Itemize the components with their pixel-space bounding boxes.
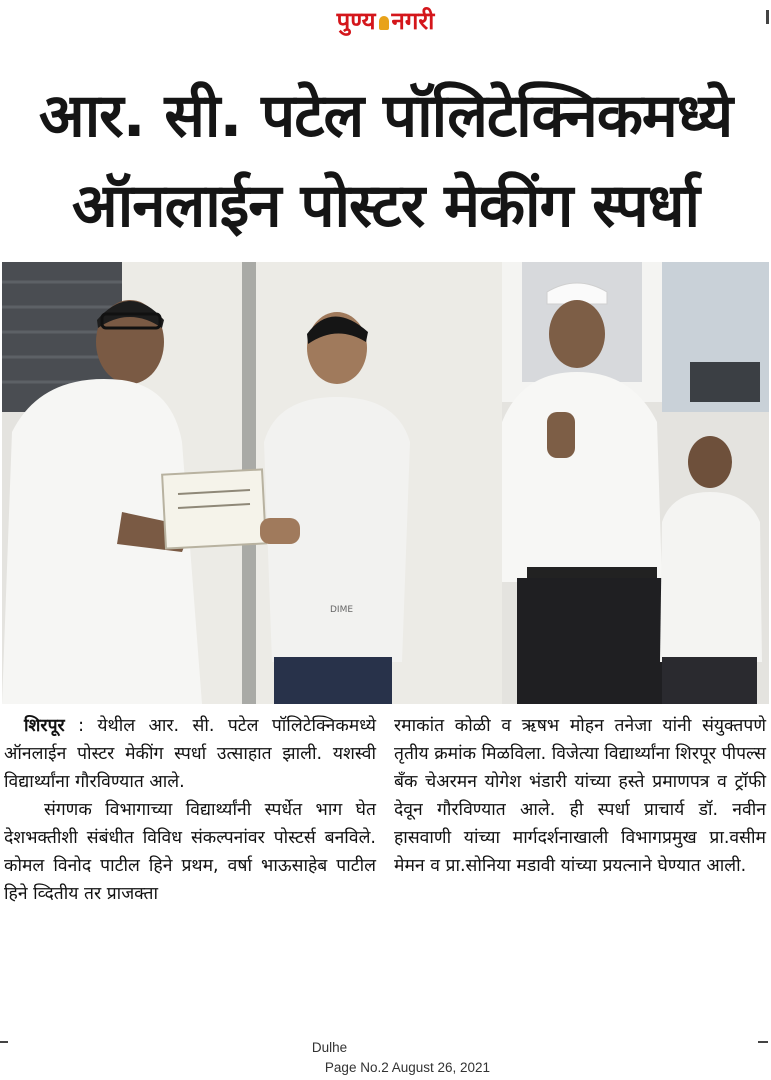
article-dateline: शिरपूर	[24, 716, 65, 736]
masthead-right-text: नगरी	[391, 6, 435, 35]
masthead-emblem-icon	[379, 16, 389, 30]
newspaper-masthead	[0, 4, 771, 37]
headline-line-2: ऑनलाईन पोस्टर मेकींग स्पर्धा	[71, 171, 700, 241]
award-ceremony-photo	[2, 262, 769, 704]
headline-line-1: आर. सी. पटेल पॉलिटेक्निकमध्ये	[38, 81, 733, 151]
article-column-right	[394, 712, 766, 880]
photo-illustration	[2, 262, 769, 704]
article-paragraph-2: संगणक विभागाच्या विद्यार्थ्यांनी स्पर्धेत भाग घेत देशभक्तीशी संबंधीत विविध संकल्पनांवर पोस्टर्स बनविले. कोमल विनोद पाटील हिने प्रथम, वर्षा भाऊसाहेब पाटील हिने व्दितीय तर प्राजक्ता	[4, 800, 376, 904]
tshirt-print: DIME	[330, 605, 354, 615]
crop-mark	[766, 10, 769, 24]
article-paragraph-1-text: येथील आर. सी. पटेल पॉलिटेक्निकमध्ये ऑनलाईन पोस्टर मेकींग स्पर्धा उत्साहात झाली. यशस्वी विद्यार्थ्यांना गौरविण्यात आले.	[4, 716, 376, 792]
footer-page-info: Page No.2 August 26, 2021	[324, 1060, 491, 1075]
masthead-left-text: पुण्य	[336, 6, 376, 35]
article-paragraph-3: रमाकांत कोळी व ऋषभ मोहन तनेजा यांनी संयुक्तपणे तृतीय क्रमांक मिळविला. विजेत्या विद्यार्थ्यांना शिरपूर पीपल्स बँक चेअरमन योगेश भंडारी यांच्या हस्ते प्रमाणपत्र व ट्रॉफी देवून गौरविण्यात आले. ही स्पर्धा प्राचार्य डॉ. नवीन हासवाणी यांच्या मार्गदर्शनाखाली विभागप्रमुख प्रा.वसीम मेमन व प्रा.सोनिया मडावी यांच्या प्रयत्नाने घेण्यात आली.	[394, 716, 766, 876]
article-column-left	[4, 712, 376, 908]
article-paragraph-1: शिरपूर : येथील आर. सी. पटेल पॉलिटेक्निकमध्ये ऑनलाईन पोस्टर मेकींग स्पर्धा उत्साहात झाली. यशस्वी विद्यार्थ्यांना गौरविण्यात आले.	[4, 716, 376, 792]
crop-mark	[758, 1041, 768, 1043]
footer-place: Dulhe	[311, 1040, 348, 1055]
